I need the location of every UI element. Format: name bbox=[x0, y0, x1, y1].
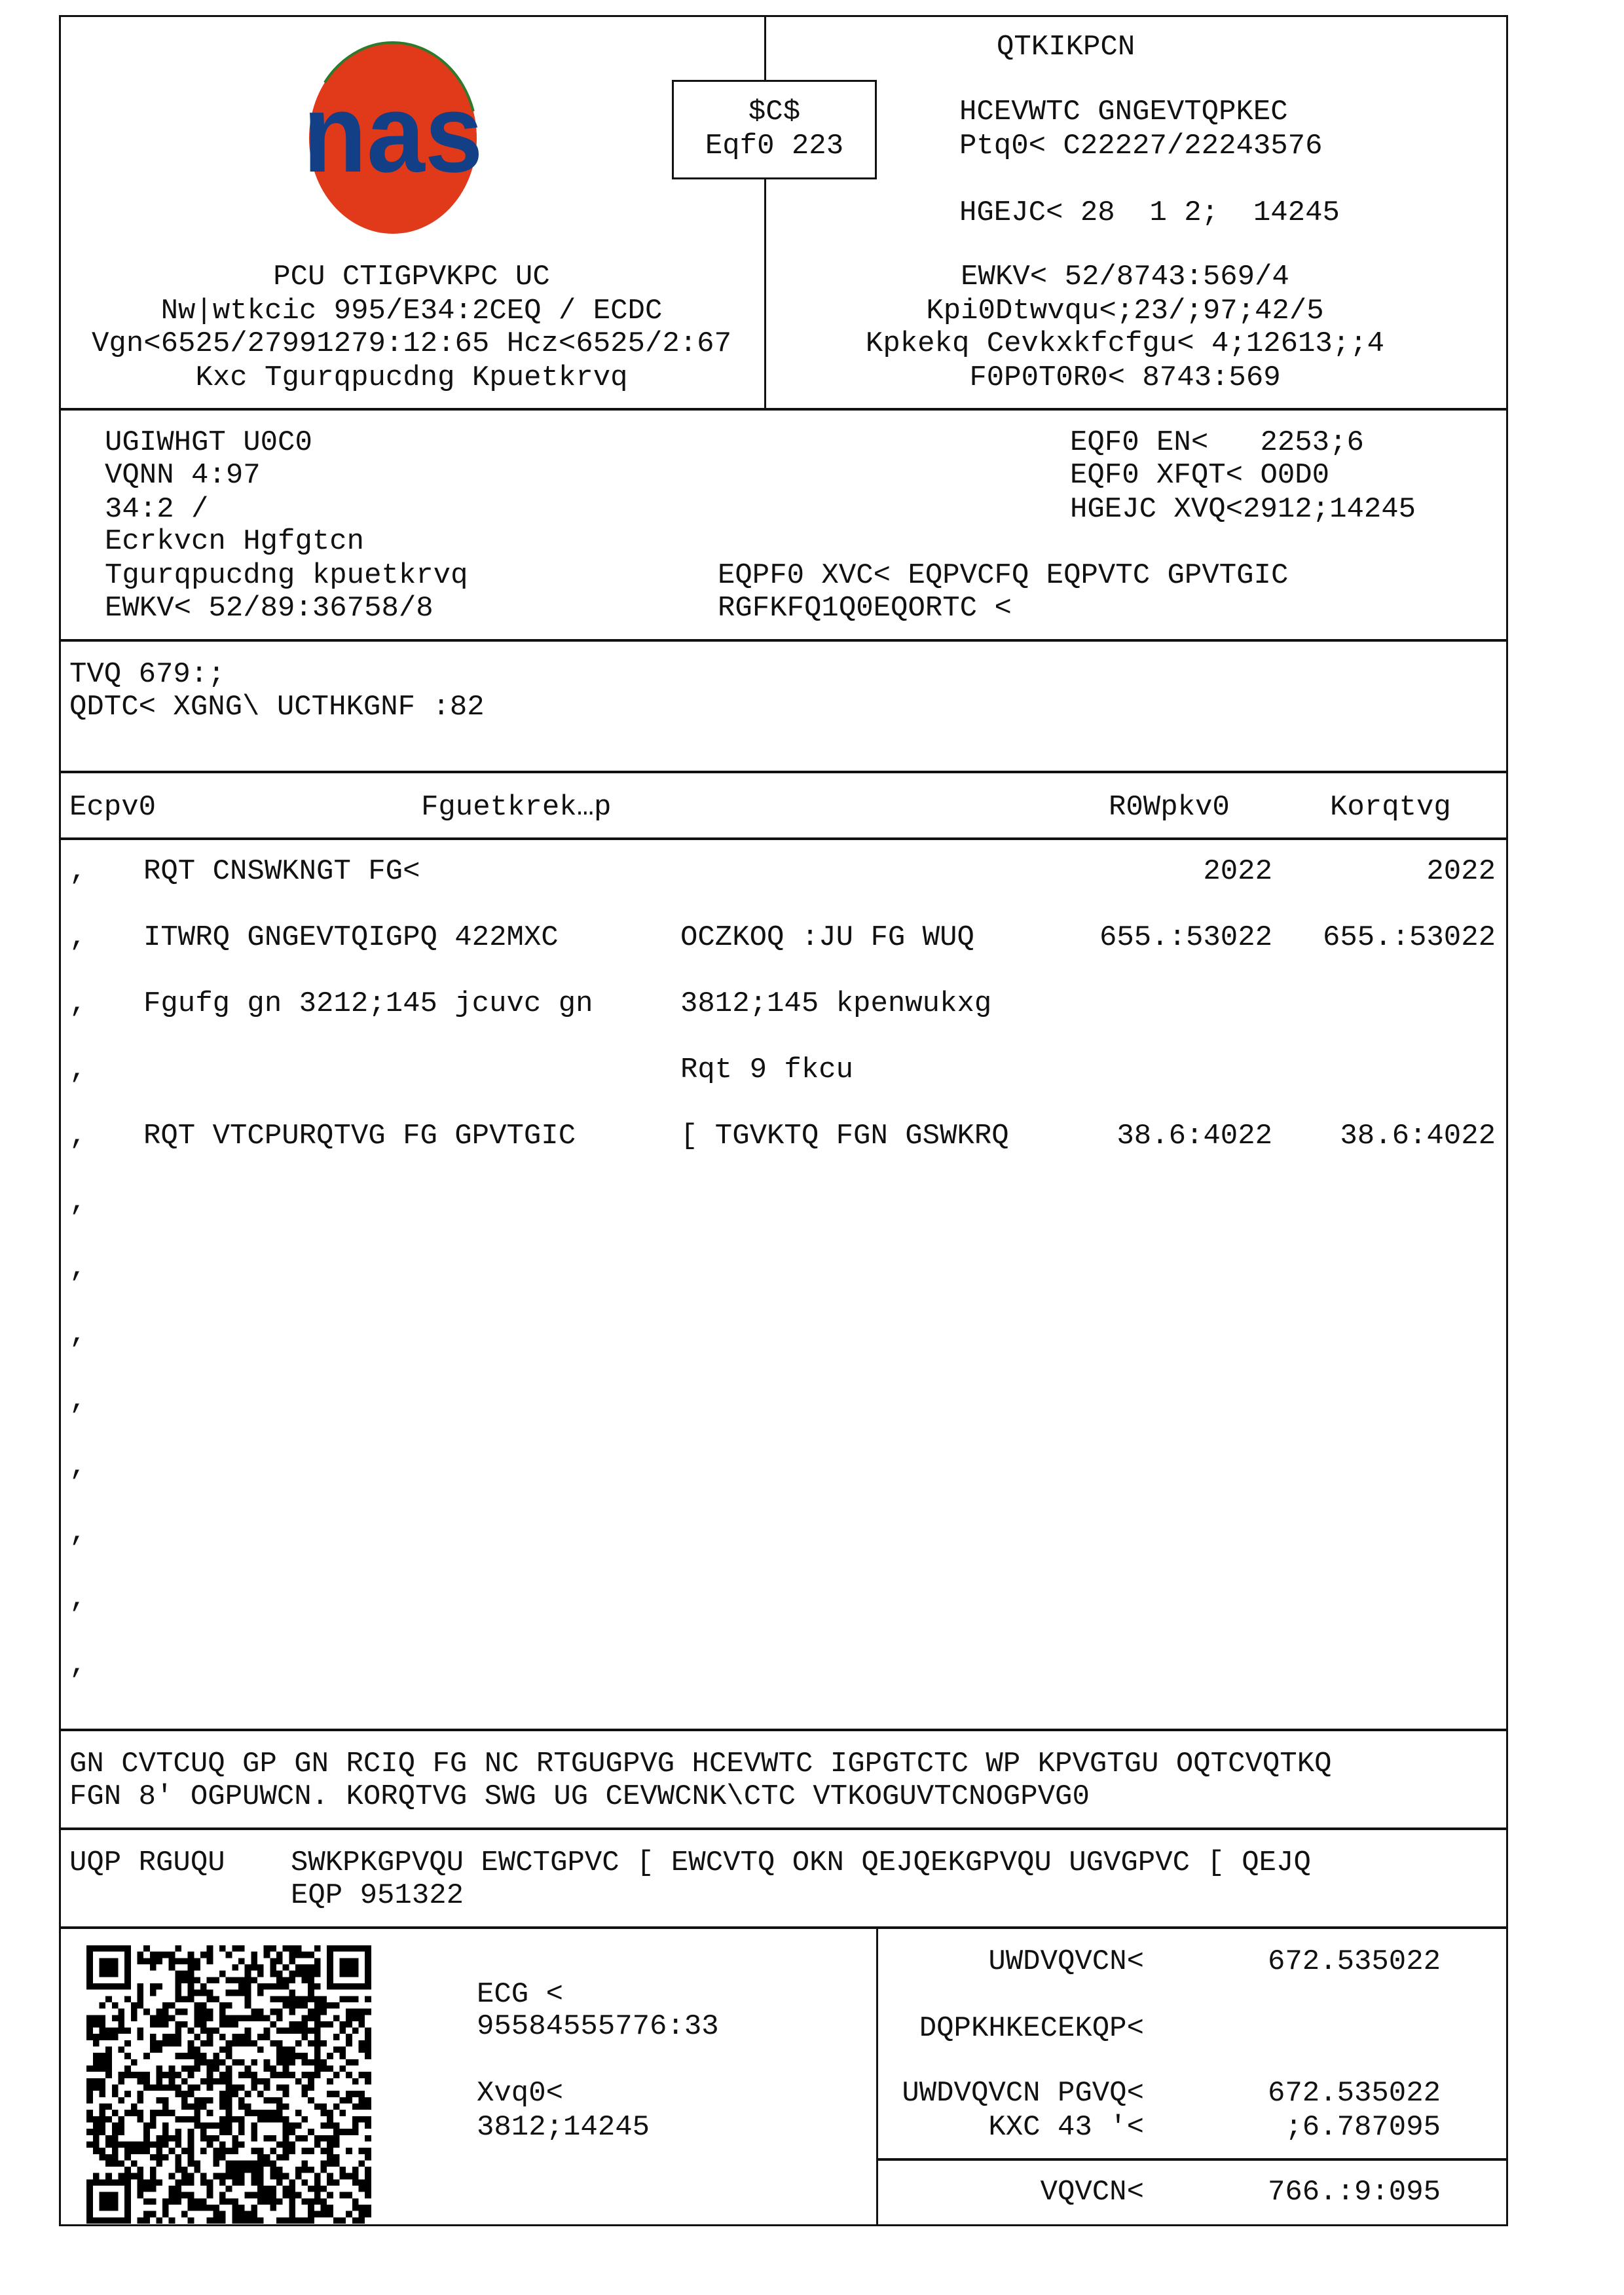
item-detail: 3812;145 kpenwukxg bbox=[680, 987, 992, 1020]
row-marker: , bbox=[69, 1252, 87, 1285]
late-payment-note: GN CVTCUQ GP GN RCIQ FG NC RTGUGPVG HCEVWTC IGPGTCTC WP KPVGTGU OQTCVQTKQ bbox=[69, 1748, 1332, 1780]
seller-code: EQF0 XFQT< O0D0 bbox=[1070, 459, 1330, 492]
item-detail: [ TGVKTQ FGN GSWKRQ bbox=[680, 1120, 1009, 1152]
purchase-order: RGFKFQ1Q0EQORTC < bbox=[718, 592, 1012, 625]
item-unit-price: 655.:53022 bbox=[1099, 921, 1272, 954]
cae-due-value: 3812;14245 bbox=[477, 2111, 650, 2144]
col-header-amount: Korqtvg bbox=[1330, 791, 1451, 824]
total-value: 766.:9:095 bbox=[1267, 2176, 1441, 2209]
row-marker: , bbox=[69, 1186, 87, 1219]
company-tax-status: Kxc Tgurqpucdng Kpuetkrvq bbox=[195, 361, 628, 394]
customer-street: VQNN 4:97 bbox=[105, 459, 261, 492]
amount-words-label: UQP RGUQU bbox=[69, 1846, 225, 1879]
customer-zip: 34:2 / bbox=[105, 493, 209, 526]
amount-words: SWKPKGPVQU EWCTGPVC [ EWCVTQ OKN QEJQEKGPVQU UGVGPVC [ QEJQ bbox=[291, 1846, 1311, 1879]
vat-label: KXC 43 ′< bbox=[988, 2111, 1144, 2144]
customer-tax-status: Tgurqpucdng kpuetkrvq bbox=[105, 559, 468, 592]
divider bbox=[59, 639, 1508, 642]
divider bbox=[59, 771, 1508, 773]
divider bbox=[59, 1827, 1508, 1830]
item-description: Fgufg gn 3212;145 jcuvc gn bbox=[143, 987, 593, 1020]
doc-title: HCEVWTC GNGEVTQPKEC bbox=[959, 96, 1288, 128]
vat-value: ;6.787095 bbox=[1285, 2111, 1441, 2144]
subtotal-value: 672.535022 bbox=[1267, 1945, 1441, 1978]
col-header-unit: R0Wpkv0 bbox=[1109, 791, 1230, 824]
customer-tax-id: EWKV< 52/89:36758/8 bbox=[105, 592, 434, 625]
tax-id: EWKV< 52/8743:569/4 bbox=[961, 261, 1289, 293]
item-amount: 655.:53022 bbox=[1322, 921, 1496, 954]
doc-number: Ptq0< C22227/22243576 bbox=[959, 130, 1323, 162]
item-amount: 2022 bbox=[1426, 855, 1496, 888]
divider bbox=[59, 837, 1508, 840]
row-marker: , bbox=[69, 855, 87, 888]
dnrp: F0P0T0R0< 8743:569 bbox=[969, 361, 1281, 394]
badge-letter: $C$ bbox=[748, 96, 801, 128]
cae-due-label: Xvq0< bbox=[477, 2077, 564, 2110]
row-marker: , bbox=[69, 1583, 87, 1615]
item-amount: 38.6:4022 bbox=[1340, 1120, 1496, 1152]
col-header-desc: Fguetkrek…p bbox=[421, 791, 612, 824]
work-site: QDTC< XGNG\ UCTHKGNF :82 bbox=[69, 691, 485, 724]
amount-words-2: EQP 951322 bbox=[291, 1879, 464, 1912]
row-marker: , bbox=[69, 921, 87, 954]
doc-date: HGEJC< 28 1 2; 14245 bbox=[959, 196, 1340, 229]
subtotal-label: UWDVQVCN< bbox=[988, 1945, 1144, 1978]
delivery-note: TVQ 679:; bbox=[69, 658, 225, 691]
cae-label: ECG < bbox=[477, 1978, 564, 2011]
item-detail: Rqt 9 fkcu bbox=[680, 1054, 854, 1086]
row-marker: , bbox=[69, 1516, 87, 1549]
company-logo bbox=[298, 41, 488, 236]
item-unit-price: 38.6:4022 bbox=[1116, 1120, 1272, 1152]
footer-divider bbox=[876, 1926, 878, 2225]
row-marker: , bbox=[69, 1318, 87, 1351]
item-unit-price: 2022 bbox=[1203, 855, 1272, 888]
gross-income: Kpi0Dtwvqu<;23/;97;42/5 bbox=[926, 295, 1324, 327]
qr-code bbox=[86, 1945, 372, 2224]
company-phone: Vgn<6525/27991279:12:65 Hcz<6525/2:67 bbox=[92, 327, 731, 360]
net-subtotal-label: UWDVQVCN PGVQ< bbox=[902, 2077, 1144, 2110]
discount-label: DQPKHKECEKQP< bbox=[919, 2012, 1144, 2045]
divider bbox=[59, 408, 1508, 411]
total-label: VQVCN< bbox=[1040, 2176, 1144, 2209]
col-header-qty: Ecpv0 bbox=[69, 791, 157, 824]
item-description: ITWRQ GNGEVTQIGPQ 422MXC bbox=[143, 921, 559, 954]
company-address: Nw|wtkcic 995/E34:2CEQ / ECDC bbox=[160, 295, 663, 327]
badge-code: Eqf0 223 bbox=[705, 130, 844, 162]
row-marker: , bbox=[69, 1384, 87, 1417]
row-marker: , bbox=[69, 1054, 87, 1086]
sale-conditions: EQPF0 XVC< EQPVCFQ EQPVTC GPVTGIC bbox=[718, 559, 1289, 592]
net-subtotal-value: 672.535022 bbox=[1267, 2077, 1441, 2110]
activity-start: Kpkekq Cevkxkfcfgu< 4;12613;;4 bbox=[865, 327, 1385, 360]
cae-value: 95584555776:33 bbox=[477, 2010, 719, 2043]
client-code: EQF0 EN< 2253;6 bbox=[1070, 426, 1364, 459]
divider bbox=[59, 1926, 1508, 1929]
svg-text:nas: nas bbox=[303, 71, 483, 196]
late-payment-note-2: FGN 8′ OGPUWCN. KORQTVG SWG UG CEVWCNK\CTC VTKOGUVTCNOGPVG0 bbox=[69, 1780, 1090, 1813]
row-marker: , bbox=[69, 1649, 87, 1681]
divider bbox=[876, 2158, 1508, 2161]
company-name: PCU CTIGPVKPC UC bbox=[273, 261, 550, 293]
original-label: QTKIKPCN bbox=[997, 31, 1135, 64]
row-marker: , bbox=[69, 1450, 87, 1483]
item-detail: OCZKOQ :JU FG WUQ bbox=[680, 921, 974, 954]
due-date: HGEJC XVQ<2912;14245 bbox=[1070, 493, 1416, 526]
customer-city: Ecrkvcn Hgfgtcn bbox=[105, 525, 365, 558]
row-marker: , bbox=[69, 987, 87, 1020]
item-description: RQT CNSWKNGT FG< bbox=[143, 855, 420, 888]
row-marker: , bbox=[69, 1120, 87, 1152]
customer-name: UGIWHGT U0C0 bbox=[105, 426, 312, 459]
item-description: RQT VTCPURQTVG FG GPVTGIC bbox=[143, 1120, 576, 1152]
divider bbox=[59, 1729, 1508, 1731]
